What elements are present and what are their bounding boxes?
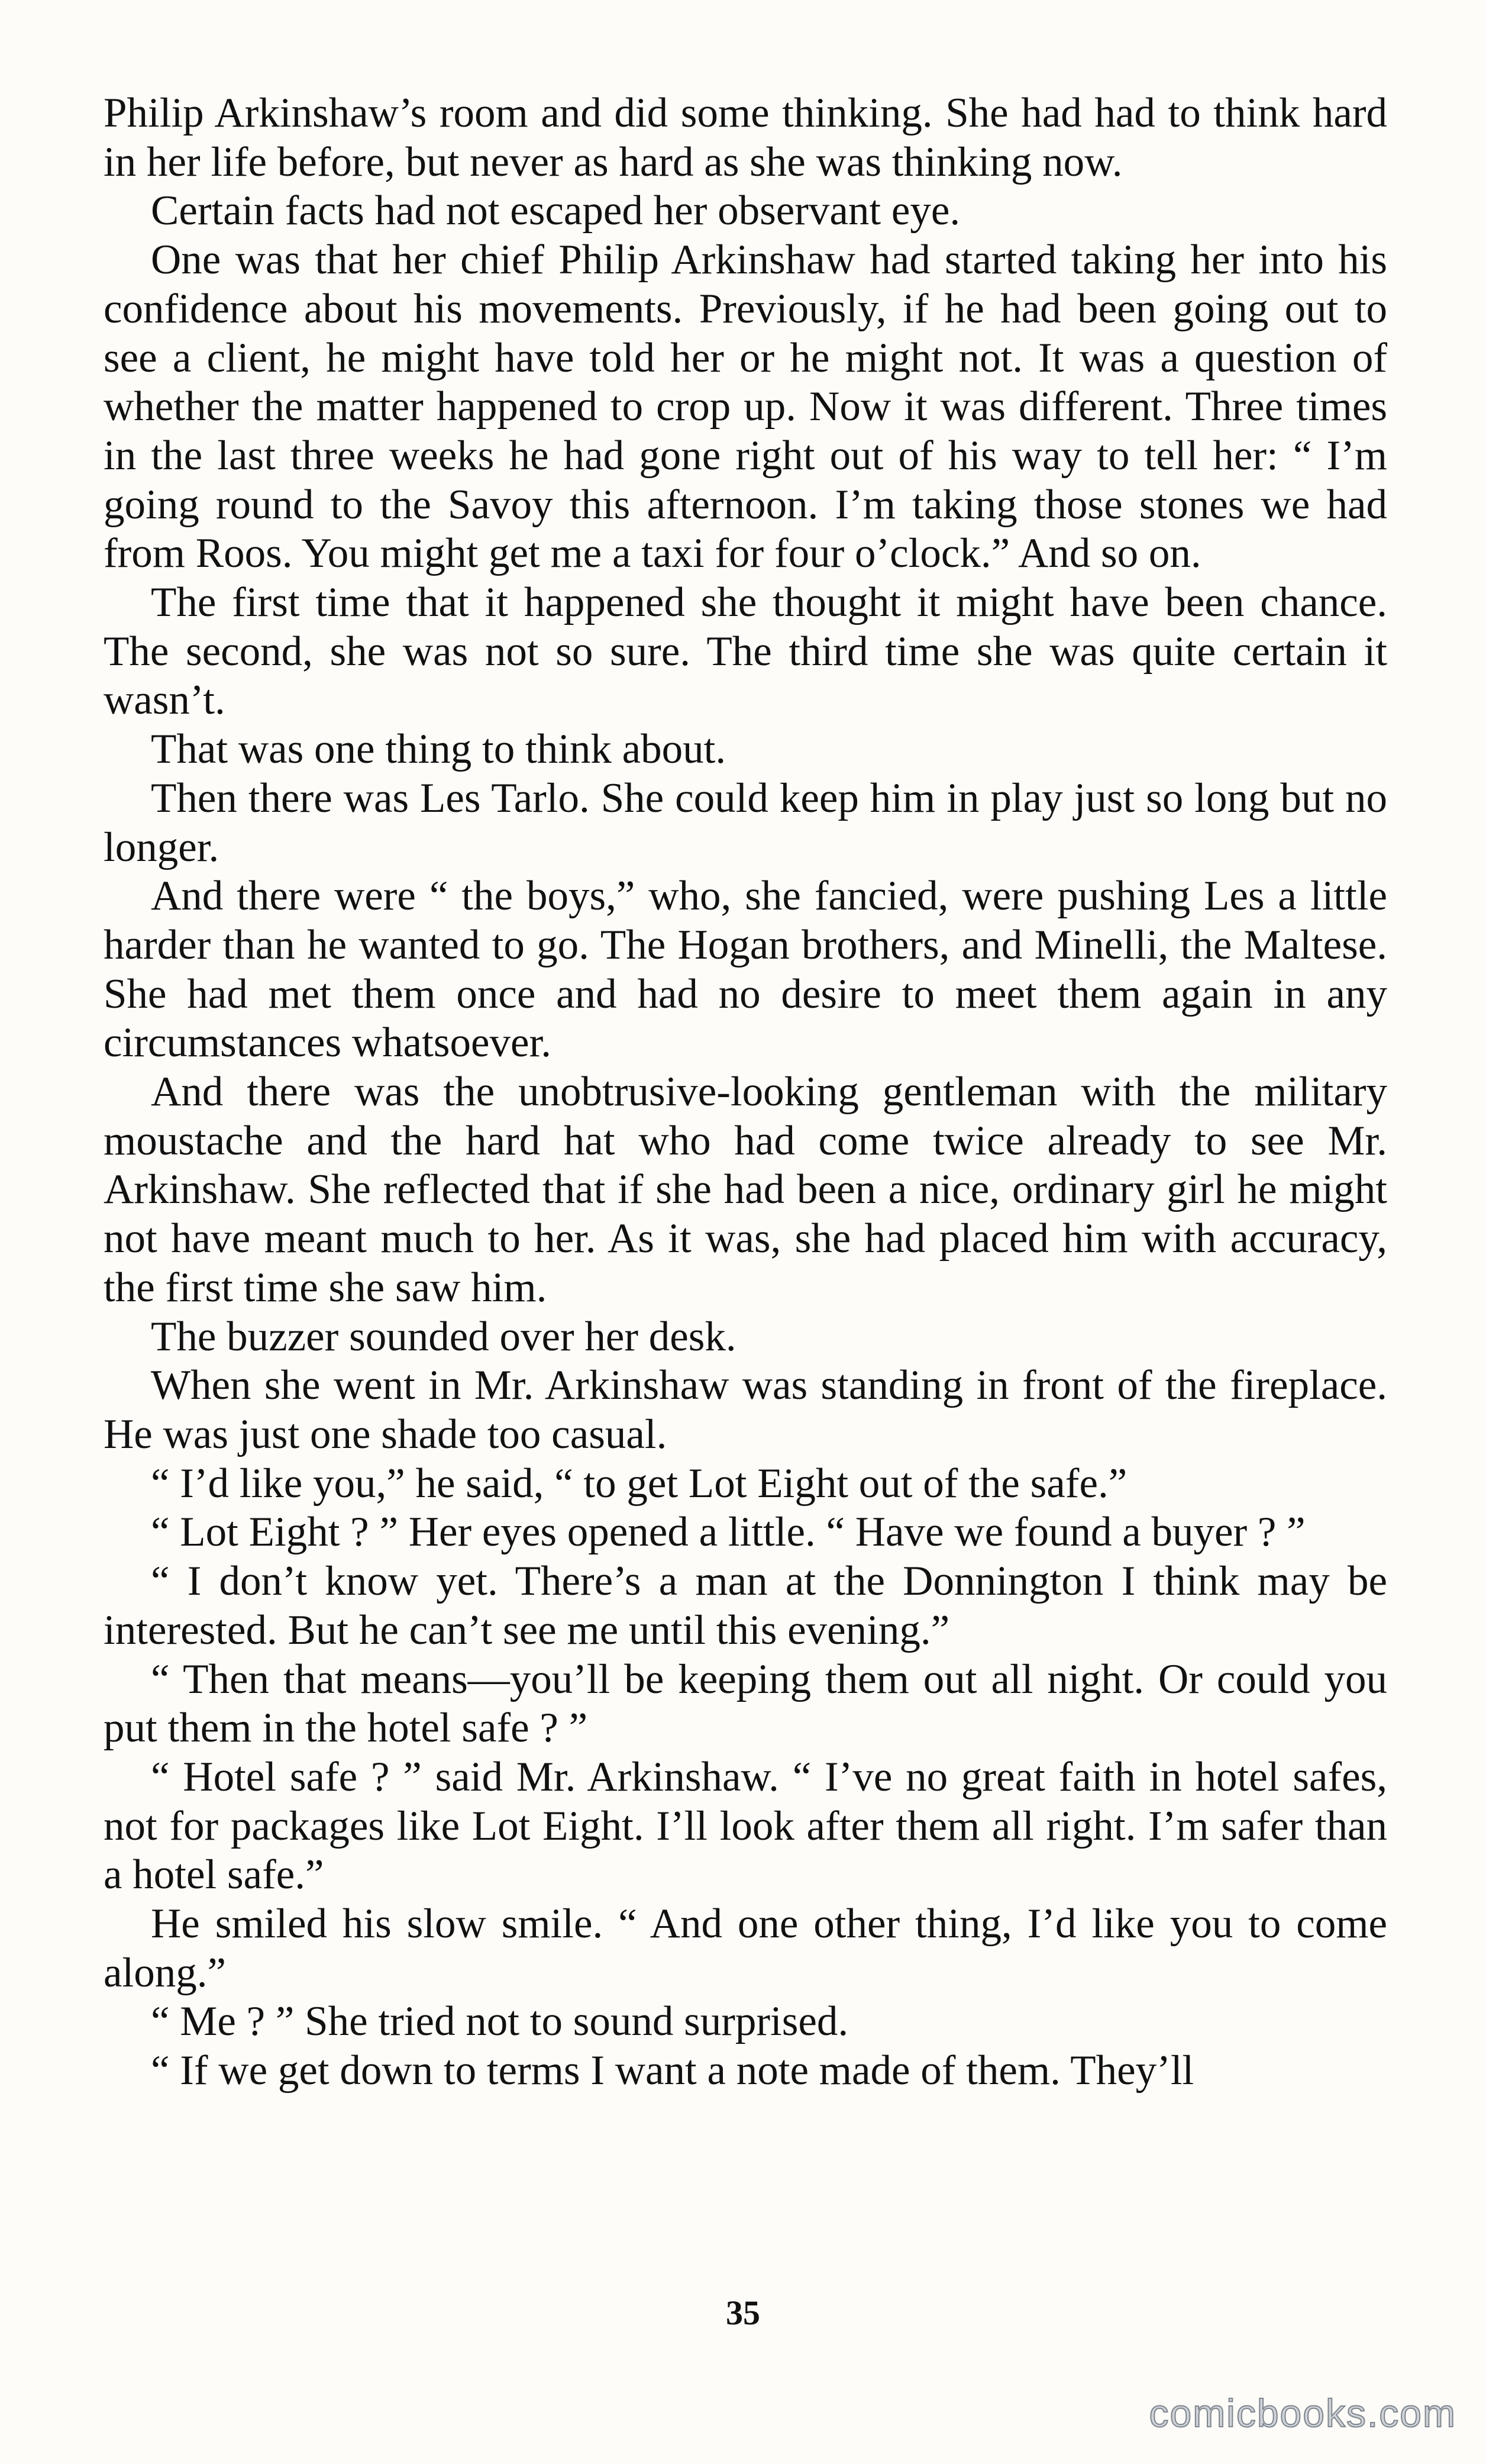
paragraph-8: And there was the unobtrusive-looking gentleman with the military moustache and the hard hat who had come twice already to see Mr. Arkinshaw. She reflected that if she had been a nice, ordinary girl he might not have meant much to her. As it was, she had placed him with accuracy, the first time she saw him. (104, 1069, 1387, 1311)
paragraph-4: The first time that it happened she thought it might have been chance. The second, she was not so sure. The third time she was quite certain it wasn’t. (104, 579, 1387, 724)
paragraph-14: “ Then that means—you’ll be keeping them out all night. Or could you put them in the hotel safe ? ” (104, 1656, 1387, 1752)
paragraph-11: “ I’d like you,” he said, “ to get Lot Eight out of the safe.” (151, 1460, 1128, 1507)
paragraph-9: The buzzer sounded over her desk. (151, 1313, 736, 1360)
paragraph-18: “ If we get down to terms I want a note made of them. They’ll (151, 2047, 1194, 2094)
paragraph-2: Certain facts had not escaped her observant eye. (151, 188, 961, 234)
site-watermark: comicbooks.com (1149, 2391, 1456, 2435)
paragraph-5: That was one thing to think about. (151, 726, 726, 773)
paragraph-10: When she went in Mr. Arkinshaw was standing in front of the fireplace. He was just one shade too casual. (104, 1362, 1387, 1457)
paragraph-7: And there were “ the boys,” who, she fancied, were pushing Les a little harder than he wanted to go. The Hogan brothers, and Minelli, the Maltese. She had met them once and had no desire to meet them again in any circumstances whatsoever. (104, 873, 1387, 1066)
paragraph-6: Then there was Les Tarlo. She could keep him in play just so long but no longer. (104, 775, 1387, 870)
paragraph-16: He smiled his slow smile. “ And one other thing, I’d like you to come along.” (104, 1901, 1387, 1996)
page-number: 35 (726, 2294, 760, 2332)
paragraph-1: Philip Arkinshaw’s room and did some thinking. She had had to think hard in her life before, but never as hard as she was thinking now. (104, 90, 1387, 185)
paragraph-13: “ I don’t know yet. There’s a man at the Donnington I think may be interested. But he can’t see me until this evening.” (104, 1558, 1387, 1653)
paragraph-17: “ Me ? ” She tried not to sound surprised. (151, 1998, 849, 2045)
paragraph-3: One was that her chief Philip Arkinshaw had started taking her into his confidence about his movements. Previously, if he had been going out to see a client, he might have told her or he might not. It was a question of whether the matter happened to crop up. Now it was different. Three times in the last three weeks he had gone right out of his way to tell her: “ I’m going round to the Savoy this afternoon. I’m taking those stones we had from Roos. You might get me a taxi for four o’clock.” And so on. (104, 237, 1387, 577)
page-body (104, 89, 1387, 2095)
paragraph-15: “ Hotel safe ? ” said Mr. Arkinshaw. “ I’ve no great faith in hotel safes, not for packages like Lot Eight. I’ll look after them all right. I’m safer than a hotel safe.” (104, 1753, 1387, 1898)
paragraph-12: “ Lot Eight ? ” Her eyes opened a little. “ Have we found a buyer ? ” (151, 1509, 1306, 1556)
